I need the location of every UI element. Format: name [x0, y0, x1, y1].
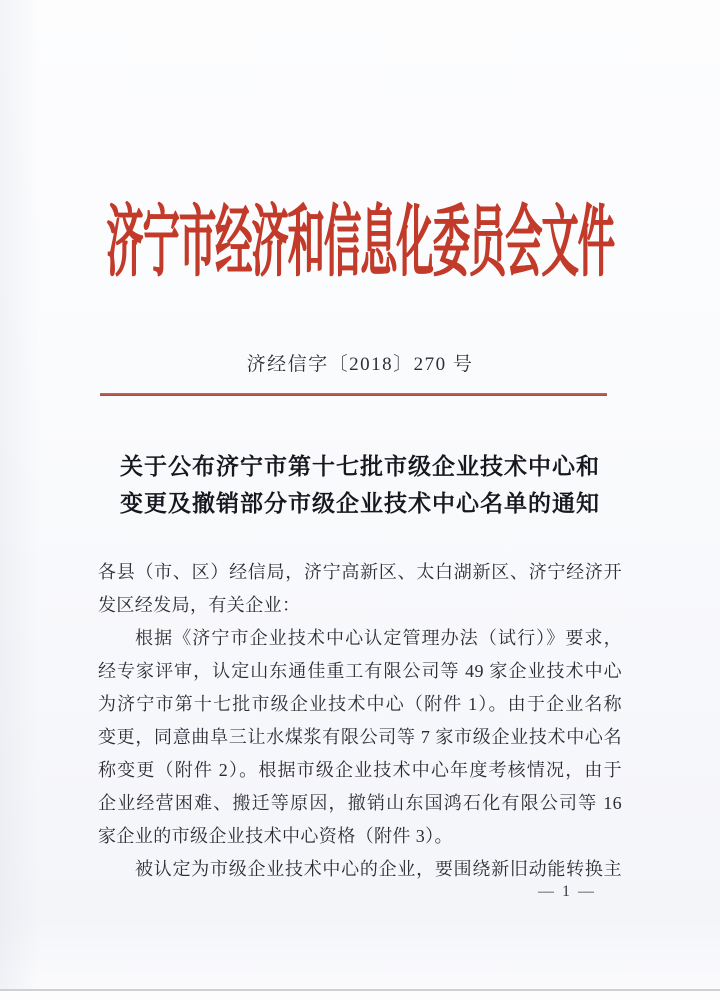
agency-header-title: 济宁市经济和信息化委员会文件: [106, 200, 614, 287]
body-text-line: 家企业的市级企业技术中心资格（附件 3）。: [98, 826, 453, 846]
body-text-line: 经专家评审，认定山东通佳重工有限公司等 49 家企业技术中心: [98, 661, 622, 681]
page-number: — 1 —: [538, 883, 596, 900]
document-title-line-1: 关于公布济宁市第十七批市级企业技术中心和: [120, 454, 600, 479]
body-text-line: 根据《济宁市企业技术中心认定管理办法（试行）》要求，: [135, 628, 622, 648]
scan-bottom-margin: [0, 991, 720, 1000]
body-text-line: 各县（市、区）经信局，济宁高新区、太白湖新区、济宁经济开: [98, 562, 622, 582]
body-text-line: 变更，同意曲阜三让水煤浆有限公司等 7 家市级企业技术中心名: [98, 727, 622, 747]
agency-header: [0, 190, 720, 287]
body-text-line: 称变更（附件 2）。根据市级企业技术中心年度考核情况，由于: [98, 760, 622, 780]
body-text-line: 发区经发局，有关企业：: [98, 595, 301, 615]
document-title: [40, 448, 680, 522]
document-number: 济经信字〔2018〕270 号: [246, 354, 474, 375]
body-text-line: 为济宁市第十七批市级企业技术中心（附件 1）。由于企业名称: [98, 694, 622, 714]
red-divider-line: [100, 393, 607, 396]
body-text-line: 被认定为市级企业技术中心的企业，要围绕新旧动能转换主: [135, 859, 622, 879]
body-text: [98, 556, 622, 886]
body-text-line: 企业经营困难、搬迁等原因，撤销山东国鸿石化有限公司等 16: [98, 793, 622, 813]
document-title-line-2: 变更及撤销部分市级企业技术中心名单的通知: [120, 491, 600, 516]
